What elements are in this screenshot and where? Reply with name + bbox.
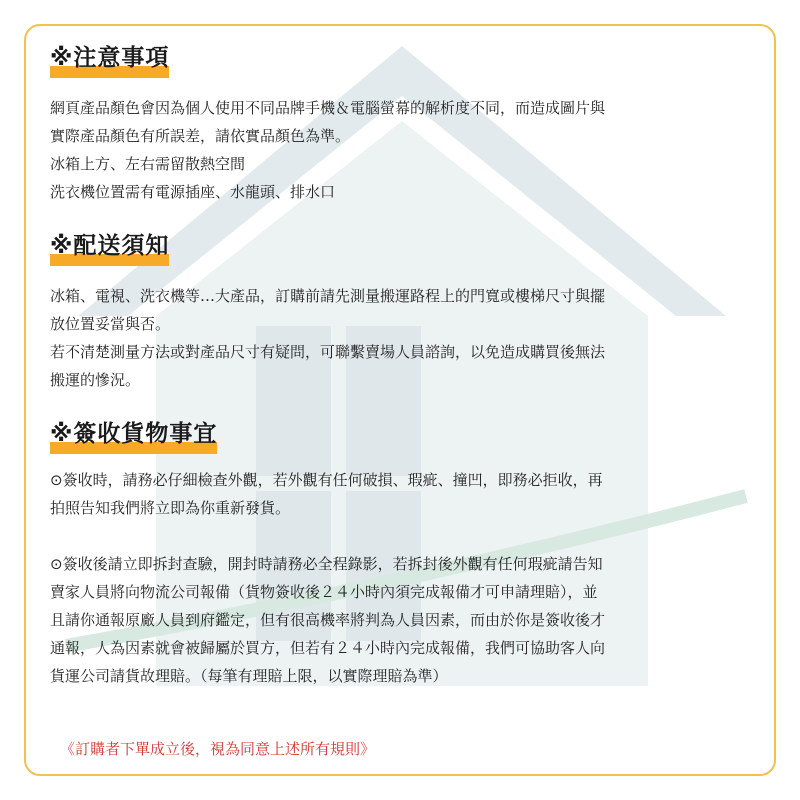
paragraph-line: 若不清楚測量方法或對產品尺寸有疑問，可聯繫賣場人員諮詢，以免造成購買後無法 bbox=[50, 343, 606, 361]
section-heading bbox=[50, 416, 217, 456]
paragraph-line: 冰箱上方、左右需留散熱空間 bbox=[50, 155, 246, 173]
section-delivery bbox=[50, 228, 760, 394]
paragraph-line: 網頁產品顏色會因為個人使用不同品牌手機＆電腦螢幕的解析度不同，而造成圖片與 bbox=[50, 99, 606, 117]
notice-card bbox=[24, 24, 776, 776]
agreement-note: 《訂購者下單成立後，視為同意上述所有規則》 bbox=[60, 740, 376, 758]
heading-text: ※注意事項 bbox=[50, 45, 170, 71]
section-heading bbox=[50, 40, 169, 80]
heading-text: ※簽收貨物事宜 bbox=[50, 421, 218, 447]
paragraph-line: ⊙簽收時，請務必仔細檢查外觀，若外觀有任何破損、瑕疵、撞凹，即務必拒收，再 bbox=[50, 471, 603, 489]
paragraph-line: 搬運的慘況。 bbox=[50, 371, 141, 389]
paragraph-line: 且請你通報原廠人員到府鑑定，但有很高機率將判為人員因素，而由於你是簽收後才 bbox=[50, 611, 606, 629]
content bbox=[26, 26, 776, 776]
paragraph-line bbox=[50, 522, 760, 550]
paragraph-line: 放位置妥當與否。 bbox=[50, 315, 171, 333]
paragraph-line: 洗衣機位置需有電源插座、水龍頭、排水口 bbox=[50, 183, 336, 201]
heading-text: ※配送須知 bbox=[50, 233, 170, 259]
paragraph-line: 實際產品顏色有所誤差，請依實品顏色為準。 bbox=[50, 127, 351, 145]
paragraph-line: 冰箱、電視、洗衣機等…大產品，訂購前請先測量搬運路程上的門寬或樓梯尺寸與擺 bbox=[50, 287, 606, 305]
section-notice bbox=[50, 40, 760, 206]
paragraph-line: ⊙簽收後請立即拆封查驗，開封時請務必全程錄影，若拆封後外觀有任何瑕疵請告知 bbox=[50, 555, 603, 573]
section-heading bbox=[50, 228, 169, 268]
paragraph-line: 通報，人為因素就會被歸屬於買方，但若有２４小時內完成報備，我們可協助客人向 bbox=[50, 639, 606, 657]
paragraph-line: 貨運公司請貨故理賠。（每筆有理賠上限，以實際理賠為準） bbox=[50, 667, 448, 685]
paragraph-line: 賣家人員將向物流公司報備（貨物簽收後２４小時內須完成報備才可申請理賠），並 bbox=[50, 583, 598, 601]
paragraph-line: 拍照告知我們將立即為你重新發貨。 bbox=[50, 499, 291, 517]
section-receipt bbox=[50, 416, 760, 690]
